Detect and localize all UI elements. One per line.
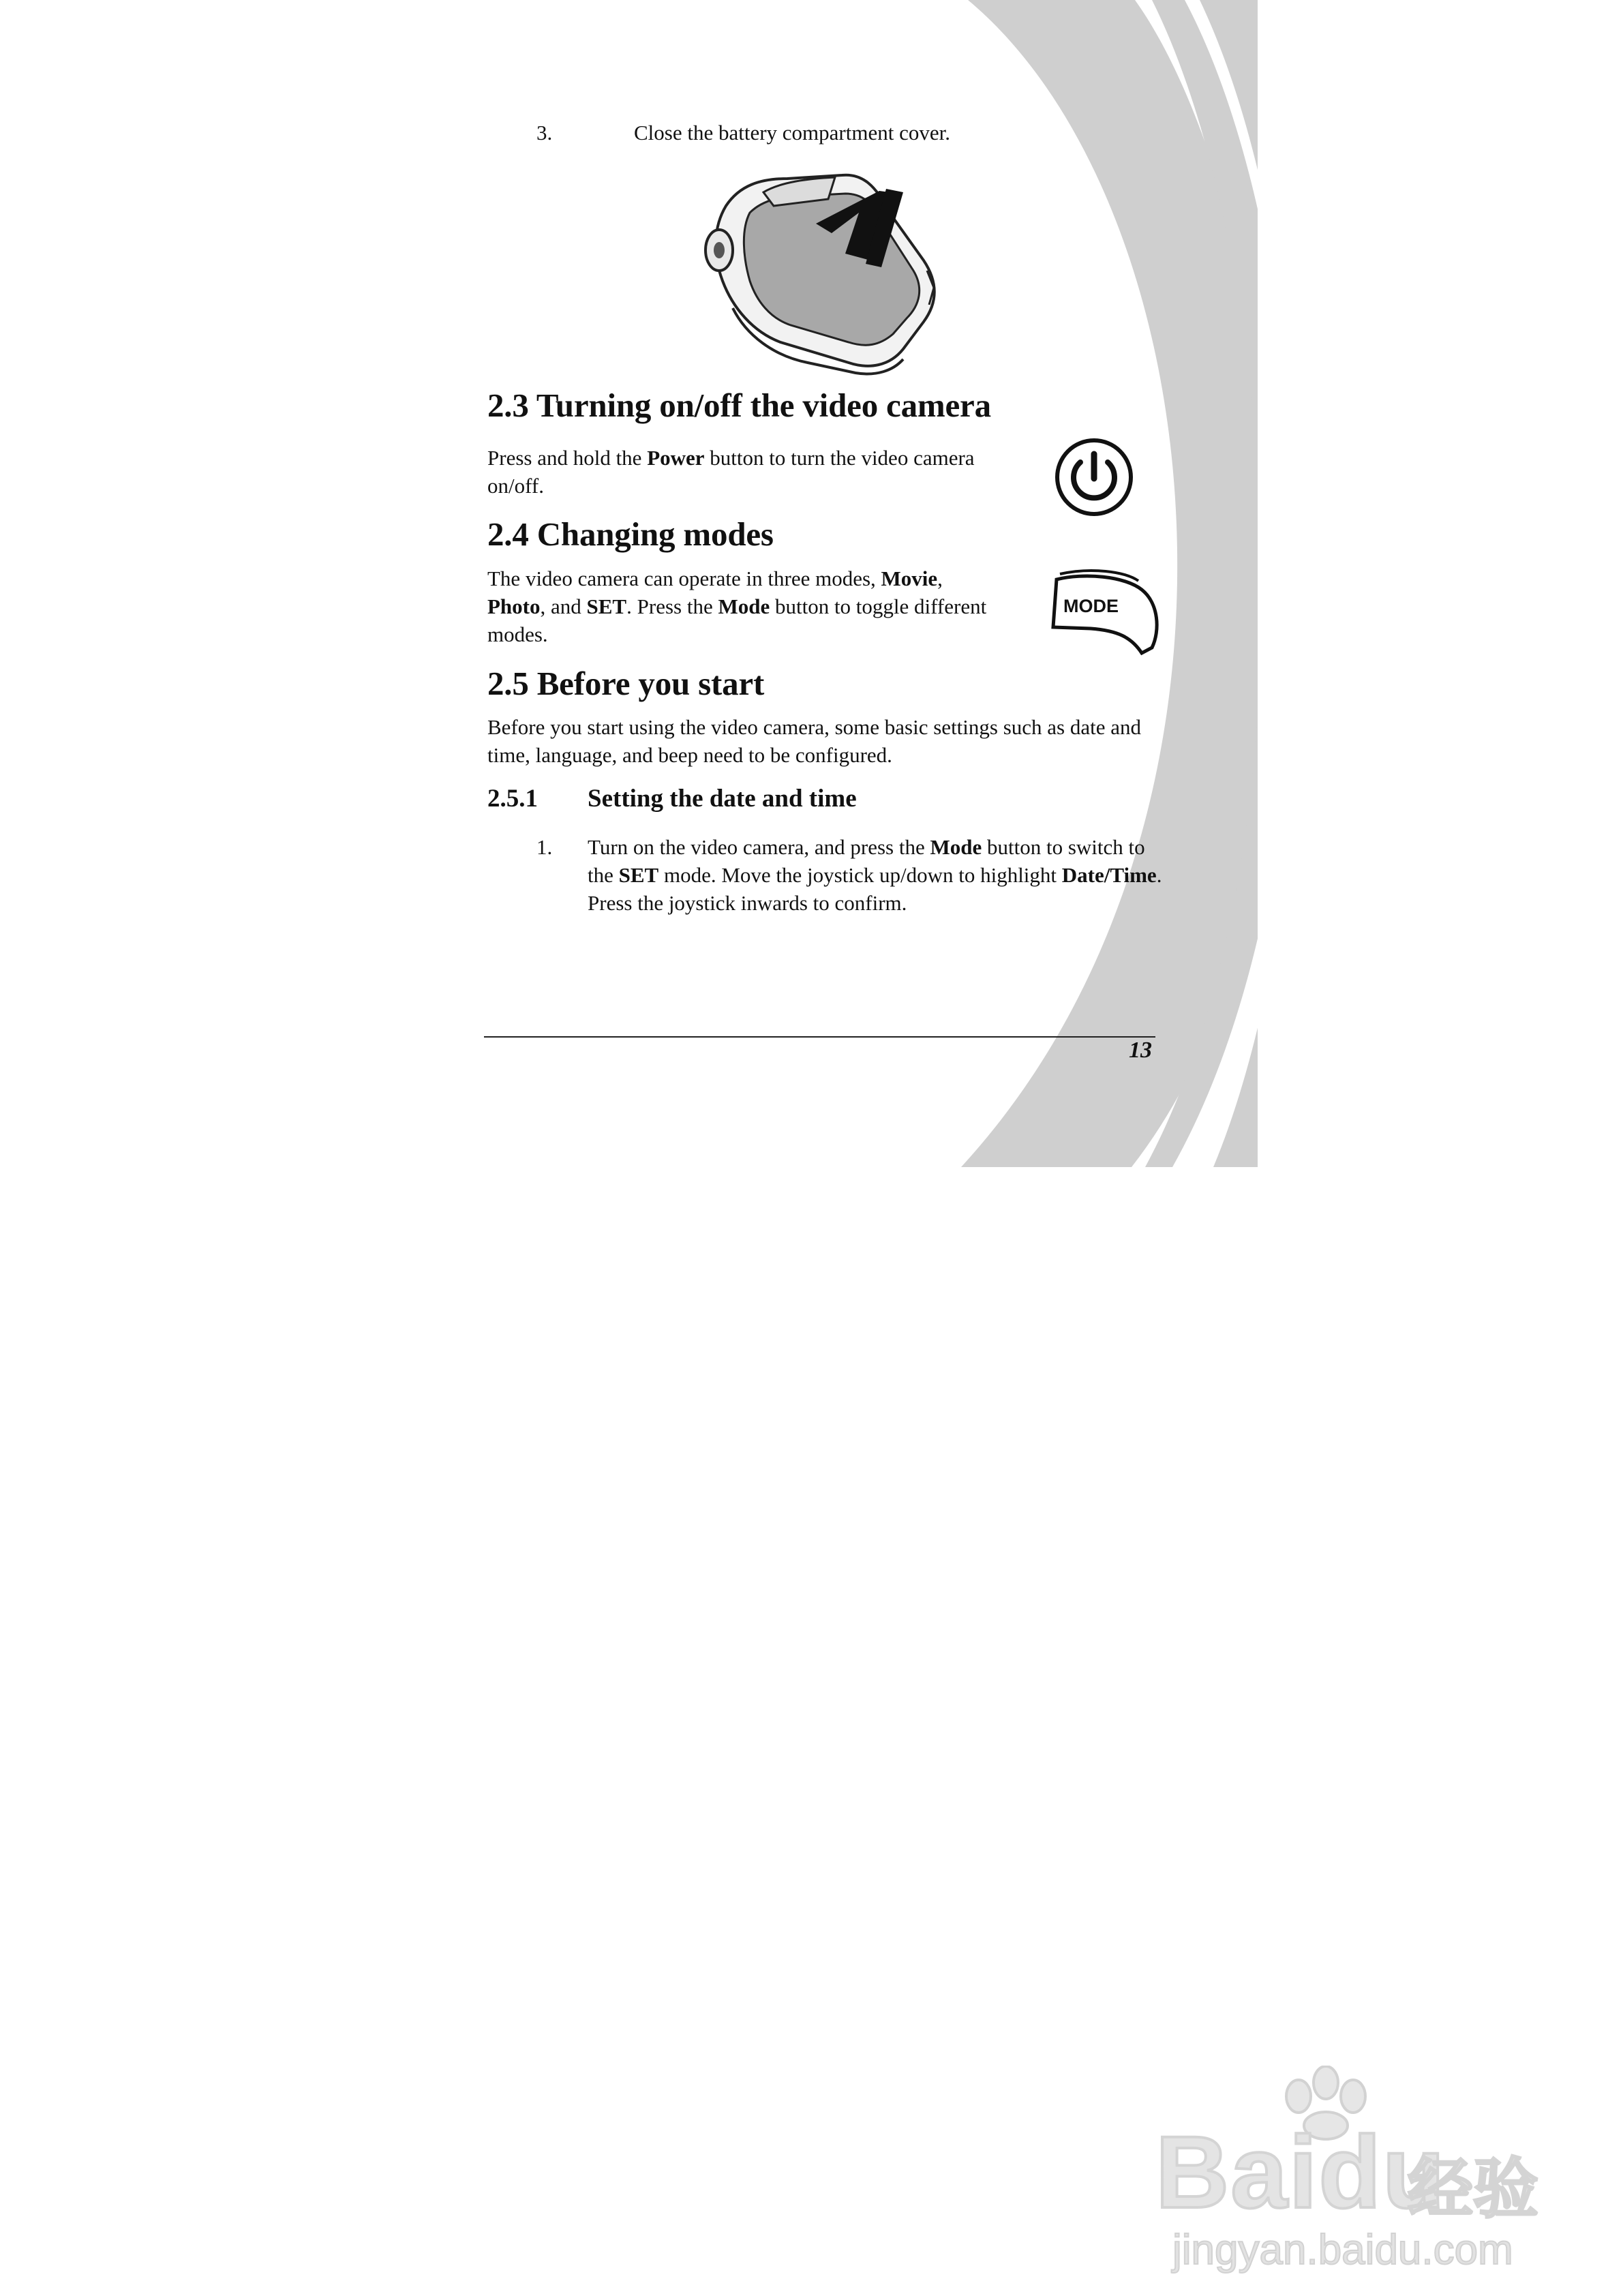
text-run: button to turn the video camera on/off. <box>487 446 975 498</box>
subsection-number: 2.5.1 <box>487 785 538 813</box>
text-run: button to switch to the <box>588 835 1145 887</box>
section-heading-2-3: 2.3 Turning on/off the video camera <box>487 387 991 424</box>
set-label: SET <box>618 863 659 887</box>
step-text <box>588 833 1164 917</box>
section-body-2-3 <box>487 444 978 500</box>
mode-button-icon <box>1043 566 1162 658</box>
text-run: The video camera can operate in three modes, <box>487 567 881 590</box>
manual-page <box>0 0 1258 1167</box>
mode-label: Mode <box>718 594 770 618</box>
power-label: Power <box>647 446 705 470</box>
text-run: . Press the <box>626 594 718 618</box>
mode-button-text: MODE <box>1063 596 1119 616</box>
section-body-2-5: Before you start using the video camera, some basic settings such as date and time, language, and beep need to be configured. <box>487 715 1142 767</box>
text-run: Turn on the video camera, and press the <box>588 835 930 859</box>
set-label: SET <box>586 594 627 618</box>
power-button-icon <box>1053 436 1135 518</box>
watermark-brand: Baidu <box>1155 2115 1446 2229</box>
footer-rule <box>484 1036 1155 1038</box>
text-run: , and <box>540 594 587 618</box>
step-text: Close the battery compartment cover. <box>634 121 950 145</box>
camera-battery-cover-illustration <box>699 158 958 380</box>
text-run: , <box>937 567 943 590</box>
subsection-title: Setting the date and time <box>588 785 857 813</box>
watermark-cn: 经验 <box>1408 2151 1538 2227</box>
section-body-2-4 <box>487 564 1012 648</box>
text-run: . Press the joystick inwards to confirm. <box>588 863 1162 915</box>
section-heading-2-5: 2.5 Before you start <box>487 665 765 702</box>
text-run: Press and hold the <box>487 446 648 470</box>
date-time-label: Date/Time <box>1061 863 1157 887</box>
movie-label: Movie <box>881 567 938 590</box>
mode-label: Mode <box>930 835 982 859</box>
photo-label: Photo <box>487 594 541 618</box>
step-number: 3. <box>536 121 553 145</box>
text-run: mode. Move the joystick up/down to highlight <box>658 863 1062 887</box>
watermark-url: jingyan.baidu.com <box>1172 2226 1513 2274</box>
baidu-watermark <box>1155 2066 1558 2277</box>
step-number: 1. <box>536 835 553 859</box>
text-run: button to toggle different modes. <box>487 594 987 646</box>
section-heading-2-4: 2.4 Changing modes <box>487 515 774 553</box>
page-number: 13 <box>1129 1038 1152 1063</box>
